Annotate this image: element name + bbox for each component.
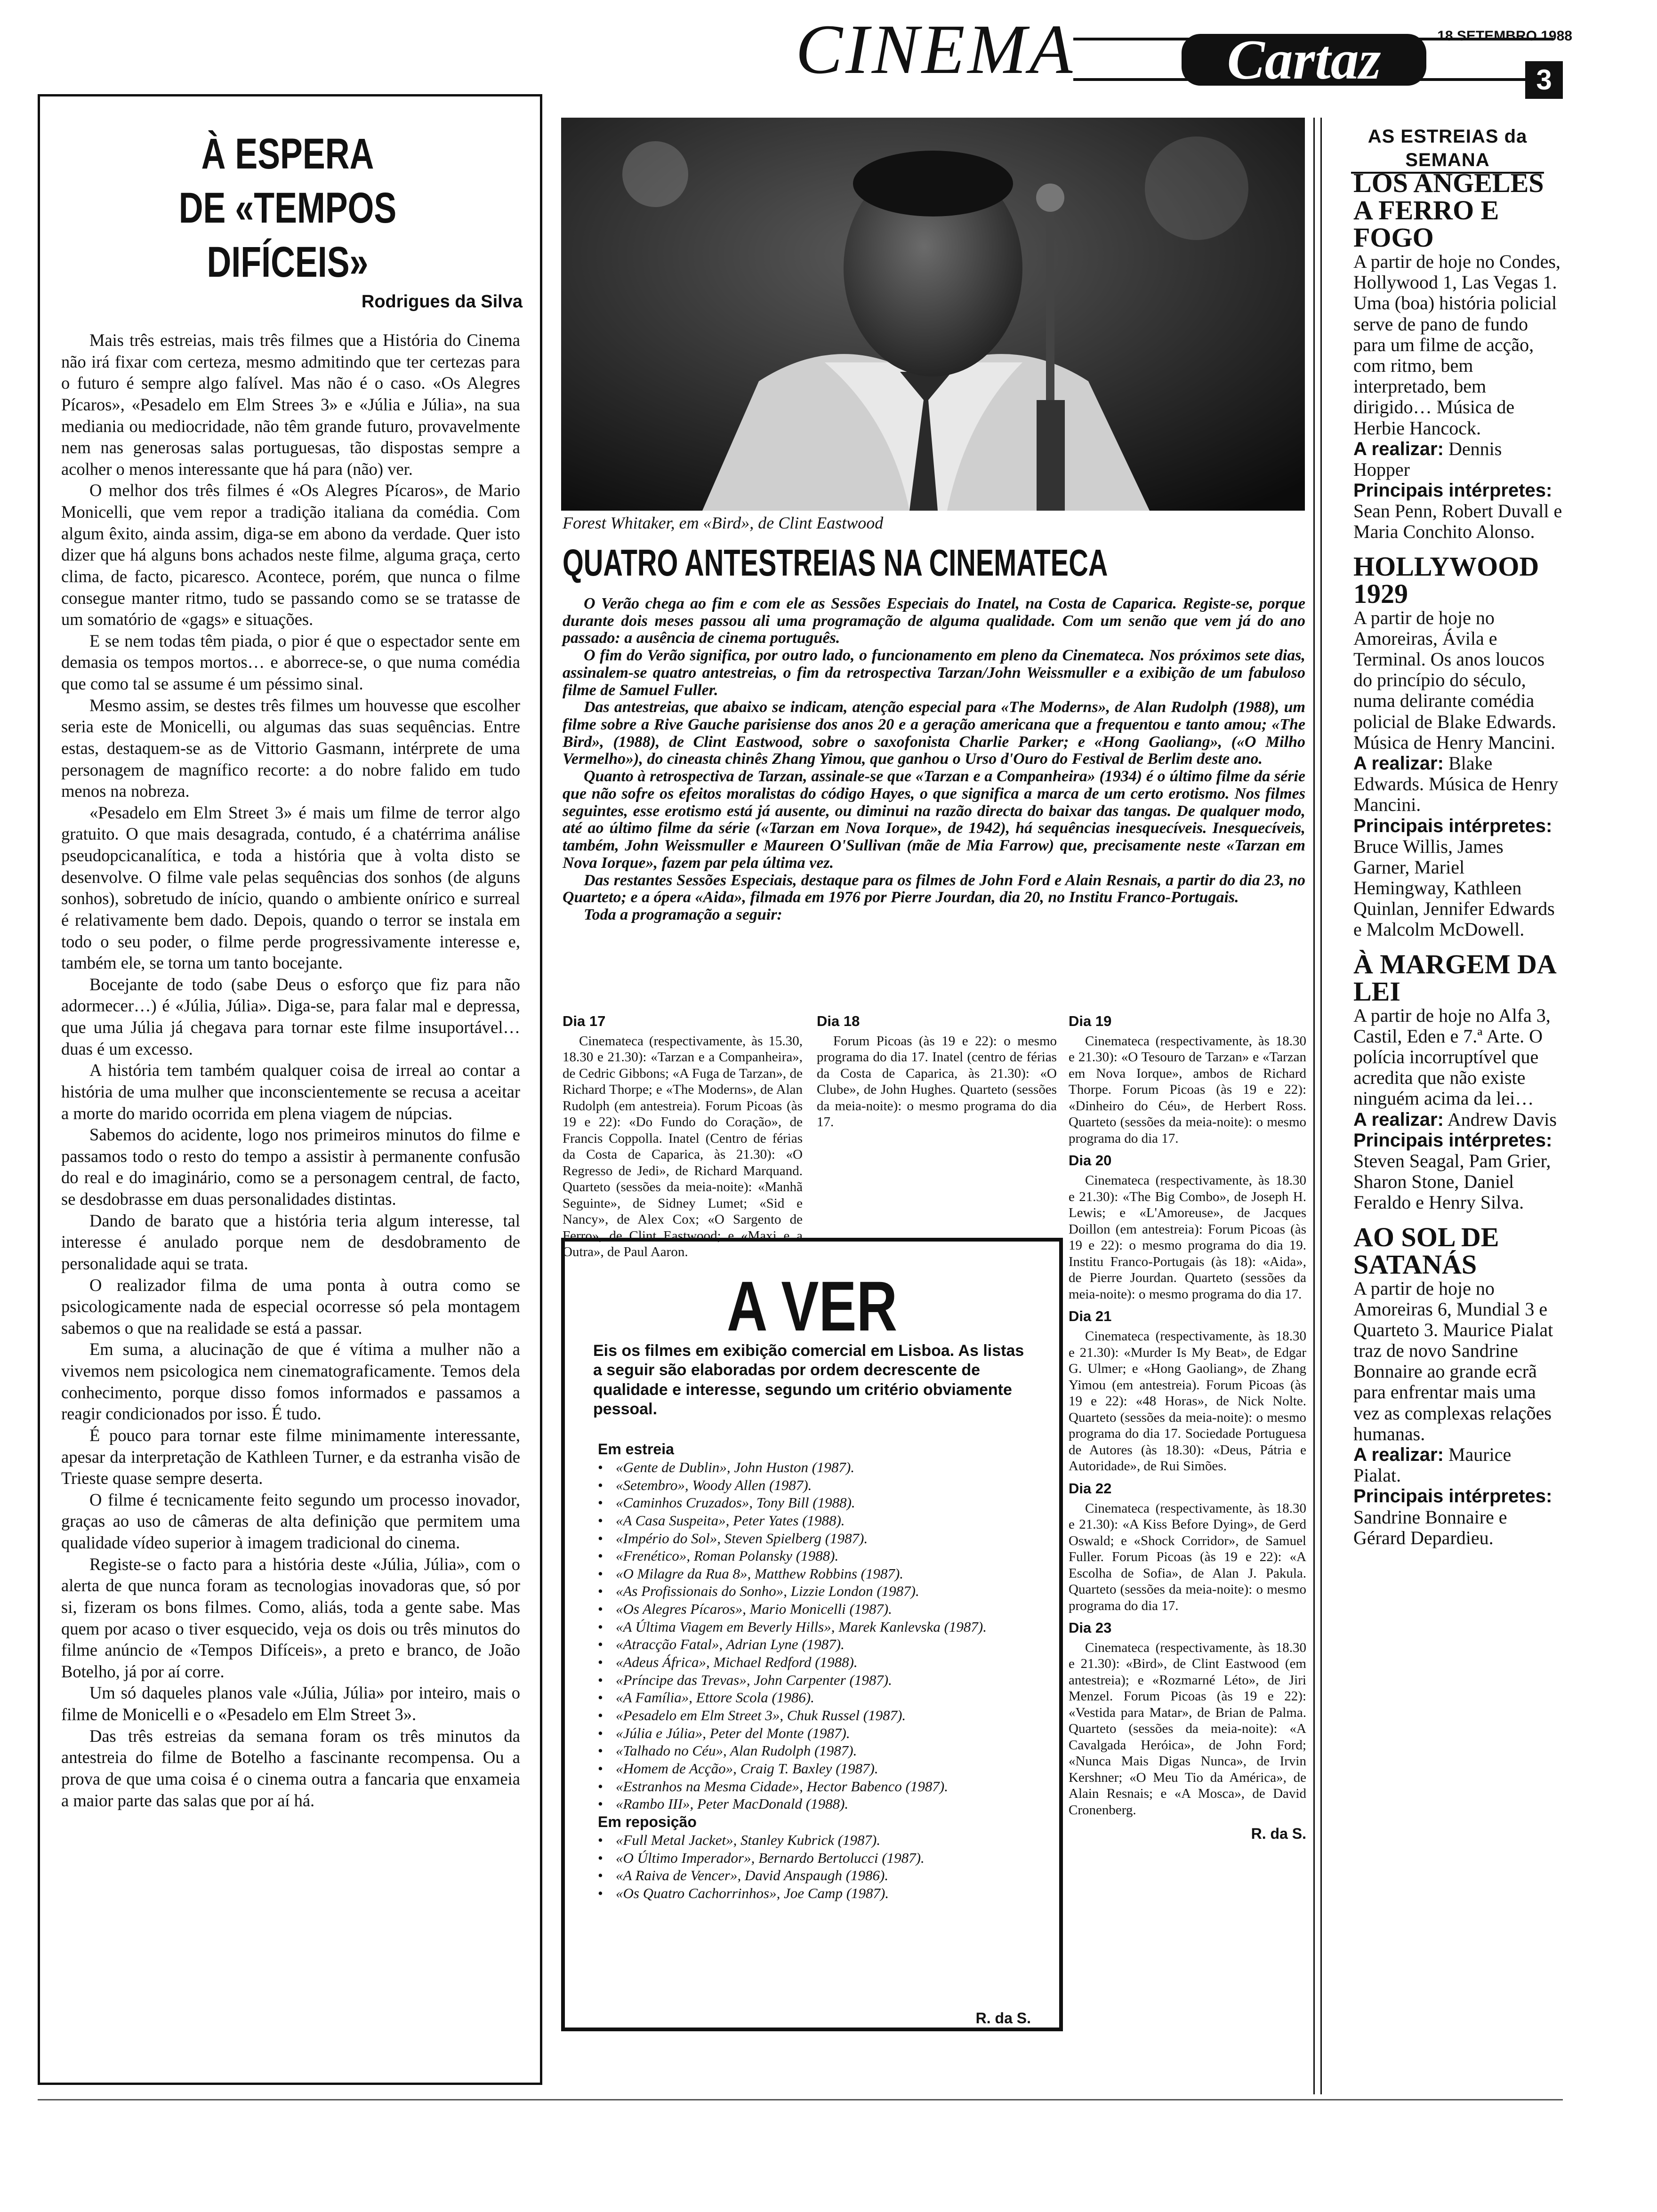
programme-day: Dia 18 [817, 1013, 860, 1029]
film-description: A partir de hoje no Condes, Hollywood 1, Las Vegas 1. Uma (boa) história policial serve de pano de fundo para um filme de acção, com ritmo, bem interpretado, bem dirigido… Música de Herbie Hancock. [1353, 251, 1560, 439]
programme-text: Cinemateca (respectivamente, às 18.30 e 21.30): «O Tesouro de Tarzan» e «Tarzan em Nova Iorque», ambos de Richard Thorpe. Forum Picoas (às 19 e 22): «Dinheiro do Céu», de Herbert Ross. Quarteto (sessões da meia-noite): o mesmo programa do dia 17. [1069, 1033, 1306, 1146]
paragraph: É pouco para tornar este filme minimamente interessante, apesar da interpretação de Kathleen Turner, e da estranha visão de Trieste quase sempre deserta. [61, 1425, 520, 1488]
paragraph: Bocejante de todo (sabe Deus o esforço que fiz para não adormecer…) é «Júlia, Júlia». Diga-se, para falar mal e depressa, que uma Júlia já chegava para tornar este filme insuportável… duas é um excesso. [61, 974, 520, 1058]
film-entry [1353, 169, 1563, 543]
photo-illustration [561, 118, 1305, 511]
cast-label: Principais intérpretes: [1353, 480, 1552, 501]
programme-column-1 [563, 1007, 803, 1260]
a-ver-section-heading: Em reposição [598, 1813, 697, 1830]
a-ver-signature: R. da S. [975, 2010, 1031, 2027]
estreias-header: AS ESTREIAS da SEMANA [1351, 125, 1544, 174]
film-entry [1353, 948, 1563, 1213]
director: Maurice Pialat. [1353, 1444, 1512, 1486]
masthead-section: CINEMA [796, 10, 1076, 88]
cast: Sean Penn, Robert Duvall e Maria Conchito Alonso. [1353, 500, 1562, 543]
right-column-films [1353, 169, 1563, 1559]
right-column-rule [1313, 118, 1315, 2094]
list-item: • «Gente de Dublin», John Huston (1987). [598, 1459, 1036, 1476]
programme-signature: R. da S. [1251, 1825, 1306, 1843]
paragraph: Mais três estreias, mais três filmes que a História do Cinema não irá fixar com certeza, mesmo admitindo que ter certezas para o futuro é sempre algo falível. Mas não é o caso. «Os Alegres Pícaros», «Pesadelo em Elm Strees 3» e «Júlia e Júlia», na sua mediania ou mediocridade, não têm grande futuro, provavelmente nem nas generosas salas portuguesas, tão dispostas sempre a acolher o menos interessante que há para (não) ver. [61, 330, 520, 479]
masthead-supplement: Cartaz [1182, 34, 1426, 86]
list-item: • «A Casa Suspeita», Peter Yates (1988). [598, 1512, 1036, 1530]
programme-column-3 [1069, 1007, 1306, 1843]
paragraph: Registe-se o facto para a história deste «Júlia, Júlia», com o alerta de que nunca foram as tecnologias inovadoras que, só por si, fizeram os bons filmes. Como, aliás, toda a gente sabe. Mas quem por acaso o tiver esquecido, veja os dois ou três minutos do filme anúncio de «Tempos Difíceis», a preto e branco, de João Botelho, já por aí corre. [61, 1554, 520, 1681]
cast-label: Principais intérpretes: [1353, 815, 1552, 836]
programme-text: Forum Picoas (às 19 e 22): o mesmo programa do dia 17. Inatel (centro de férias da Costa de Caparica, às 21.30): «O Clube», de John Hughes. Quarteto (sessões da meia-noite): o mesmo programa do dia 17. [817, 1033, 1057, 1130]
film-title: À MARGEM DA LEI [1353, 948, 1555, 1007]
list-item: • «Frenético», Roman Polansky (1988). [598, 1547, 1036, 1565]
programme-column-2 [817, 1007, 1057, 1130]
title-line-1: À ESPERA [201, 130, 374, 178]
a-ver-list [598, 1440, 1036, 1902]
paragraph: Sabemos do acidente, logo nos primeiros minutos do filme e passamos todo o resto do tempo a assistir à permanente confusão do real e do imaginário, como se a personagem central, de facto, se desdobrasse em duas personalidades distintas. [61, 1125, 520, 1209]
list-item: • «A Raiva de Vencer», David Anspaugh (1986). [598, 1867, 1036, 1884]
paragraph: Das antestreias, que abaixo se indicam, atenção especial para «The Moderns», de Alan Rudolph (1988), um filme sobre a Rive Gauche parisiense dos anos 20 e a geração americana que a frequentou e tanto amou; «The Bird», (1988), de Clint Eastwood, sobre o saxofonista Charlie Parker; e «Hong Gaoliang», («O Milho Vermelho»), do cineasta chinês Zhang Yimou, que ganhou o Urso d'Ouro do Festival de Berlim deste ano. [563, 698, 1305, 768]
list-item: • «Atracção Fatal», Adrian Lyne (1987). [598, 1635, 1036, 1653]
list-item: • «Adeus África», Michael Redford (1988). [598, 1653, 1036, 1671]
programme-day: Dia 23 [1069, 1619, 1112, 1636]
list-item: • «Homem de Acção», Craig T. Baxley (1987). [598, 1760, 1036, 1778]
programme-text: Cinemateca (respectivamente, às 15.30, 18.30 e 21.30): «Tarzan e a Companheira», de Cedric Gibbons; «A Fuga de Tarzan», de Richard Thorpe; e «The Moderns», de Alan Rudolph (em antestreia). Forum Picoas (às 19 e 22): «Do Fundo do Coração», de Francis Coppolla. Inatel (Centro de férias da Costa de Caparica, às 21.30): «O Regresso de Jedi», de Richard Marquand. Quarteto (sessões da meia-noite): «Manhã Seguinte», de Sidney Lumet; «Sid e Nancy», de Alex Cox; «O Sargento de Ferro», de Clint Eastwood; e «Maxi e a Outra», de Paul Aaron. [563, 1033, 803, 1260]
programme-day: Dia 19 [1069, 1013, 1112, 1029]
paragraph: O melhor dos três filmes é «Os Alegres Pícaros», de Mario Monicelli, que vem repor a tradição italiana da comédia. Com algum êxito, ainda assim, diga-se em abono da verdade. Quer isto dizer que há alguns bons achados neste filme, alguma graça, certo clima, de facto, picaresco. Acontece, porém, que nunca o filme consegue manter ritmo, tudo se passando como se se tratasse de um somatório de «gags» e situações. [61, 481, 520, 629]
paragraph: Das restantes Sessões Especiais, destaque para os filmes de John Ford e Alain Resnais, a partir do dia 23, no Quarteto; e a ópera «Aida», filmada em 1976 por Pierre Jourdan, dia 20, no Institu Franco-Portugais. [563, 871, 1305, 906]
programme-text: Cinemateca (respectivamente, às 18.30 e 21.30): «Murder Is My Beat», de Edgar G. Ulmer; e «Hong Gaoliang», de Zhang Yimou (em antestreia). Forum Picoas (às 19 e 22): «48 Horas», de Nick Nolte. Quarteto (sessões da meia-noite): o mesmo programa do dia 17. Sociedade Portuguesa de Autores (às 18.30): «Deus, Pátria e Autoridade», de Rui Simões. [1069, 1329, 1306, 1474]
list-item: • «Os Alegres Pícaros», Mario Monicelli (1987). [598, 1600, 1036, 1618]
paragraph: Toda a programação a seguir: [584, 906, 782, 923]
director: Blake Edwards. Música de Henry Mancini. [1353, 752, 1559, 816]
film-entry [1353, 553, 1563, 940]
photo-caption: Forest Whitaker, em «Bird», de Clint Eastwood [563, 513, 884, 532]
list-item: • «A Última Viagem em Beverly Hills», Marek Kanlevska (1987). [598, 1618, 1036, 1636]
list-item: • «Talhado no Céu», Alan Rudolph (1987). [598, 1742, 1036, 1760]
paragraph: O fim do Verão significa, por outro lado, o funcionamento em pleno da Cinemateca. Nos próximos sete dias, assinalem-se quatro antestreias, o fim da retrospectiva Tarzan/John Weissmuller e a exibição de um fabuloso filme de Samuel Fuller. [563, 647, 1305, 699]
list-item: • «Caminhos Cruzados», Tony Bill (1988). [598, 1494, 1036, 1512]
director: Andrew Davis [1447, 1108, 1557, 1130]
photo-forest-whitaker [561, 118, 1305, 511]
title-line-2: DE «TEMPOS DIFÍCEIS» [178, 184, 397, 286]
center-article-intro [563, 595, 1305, 924]
list-item: • «A Família», Ettore Scola (1986). [598, 1689, 1036, 1707]
cast: Bruce Willis, James Garner, Mariel Hemingway, Kathleen Quinlan, Jennifer Edwards e Malcolm McDowell. [1353, 835, 1555, 940]
list-item: • «Júlia e Júlia», Peter del Monte (1987). [598, 1724, 1036, 1742]
cast: Sandrine Bonnaire e Gérard Depardieu. [1353, 1506, 1507, 1548]
director: Dennis Hopper [1353, 438, 1502, 480]
list-item: • «O Milagre da Rua 8», Matthew Robbins (1987). [598, 1565, 1036, 1583]
film-description: A partir de hoje no Amoreiras 6, Mundial 3 e Quarteto 3. Maurice Pialat traz de novo Sandrine Bonnaire ao grande ecrã para enfrentar mais uma vez as complexas relações humanas. [1353, 1277, 1553, 1444]
paragraph: Das três estreias da semana foram os três minutos da antestreia do filme de Botelho a fascinante recompensa. Ou a prova de que uma coisa é o cinema outra a fancaria que enxameia a maior parte das salas que por aí há. [61, 1726, 520, 1810]
programme-text: Cinemateca (respectivamente, às 18.30 e 21.30): «Bird», de Clint Eastwood (em antestreia); e «Rozmarné Léto», de Jiri Menzel. Forum Picoas (às 19 e 22): «Vestida para Matar», de Brian de Palma. Quarteto (sessões da meia-noite): «A Cavalgada Heróica», de John Ford; «Nunca Mais Digas Nunca», de Irvin Kershner; «O Meu Tio da América», de Alain Resnais; e «A Mosca», de David Cronenberg. [1069, 1640, 1306, 1818]
list-item: • «Os Quatro Cachorrinhos», Joe Camp (1987). [598, 1884, 1036, 1902]
paragraph: Quanto à retrospectiva de Tarzan, assinale-se que «Tarzan e a Companheira» (1934) é o último filme da série que não sofre os efeitos moralistas do código Hayes, o que significa a marca de um certo erotismo. Nos filmes seguintes, esse erotismo está já ausente, ou diminui na razão directa do baixar das tangas. De qualquer modo, até ao último filme da série («Tarzan em Nova Iorque», de 1942), há sequências inesquecíveis. Inesquecíveis, também, John Weissmuller e Maureen O'Sullivan (mãe de Mia Farrow) que, precisamente neste «Tarzan em Nova Iorque», fazem par pela última vez. [563, 768, 1305, 872]
film-description: A partir de hoje no Amoreiras, Ávila e Terminal. Os anos loucos do princípio do século, numa delirante comédia policial de Blake Edwards. Música de Henry Mancini. [1353, 607, 1556, 753]
page-number: 3 [1525, 61, 1563, 99]
paragraph: Mesmo assim, se destes três filmes um houvesse que escolher seria este de Monicelli, ou algumas das suas sequências. Entre estas, destaquem-se as de Vittorio Gasmann, intérprete de uma personagem de magnífico recorte: a do nobre falido em tudo menos na nobreza. [61, 695, 520, 801]
programme-day: Dia 20 [1069, 1152, 1112, 1169]
author-byline: Rodrigues da Silva [361, 292, 523, 312]
paragraph: Dando de barato que a história teria algum interesse, tal interesse é anulado porque nem de desdobramento de personalidade aqui se trata. [61, 1210, 520, 1273]
masthead-date: 18 SETEMBRO 1988 [1437, 28, 1572, 44]
film-title: AO SOL DE SATANÁS [1353, 1221, 1499, 1280]
paragraph: Em suma, a alucinação de que é vítima a mulher não a vivemos nem psicologica nem cinematograficamente. Temos dela conhecimento, porque disso fomos informados e passamos a reagir condicionados por isso. É tudo. [61, 1339, 520, 1424]
paragraph: «Pesadelo em Elm Street 3» é mais um filme de terror algo gratuito. O que mais desagrada, contudo, é a chatérrima análise pseudopcicanalítica, e toda a história que à volta disto se desenvolve. O filme vale pelas sequências dos sonhos (de alguns sonhos), sobretudo de início, quando o ambiente onírico e surreal é relativamente bem dado. Depois, quando o terror se instala em todo o seu poder, o filme perde progressivamente interesse e, também ele, se torna um tanto bocejante. [61, 802, 520, 973]
paragraph: E se nem todas têm piada, o pior é que o espectador sente em demasia os tempos mortos… e aborrece-se, o que numa comédia que como tal se assume é um péssimo sinal. [61, 631, 520, 693]
list-item: • «O Último Imperador», Bernardo Bertolucci (1987). [598, 1849, 1036, 1867]
list-item: • «Estranhos na Mesma Cidade», Hector Babenco (1987). [598, 1778, 1036, 1795]
left-article-body [61, 329, 520, 1811]
programme-day: Dia 21 [1069, 1308, 1112, 1325]
left-article-title [100, 127, 475, 289]
paragraph: Um só daqueles planos vale «Júlia, Júlia» por inteiro, mais o filme de Monicelli e o «Pesadelo em Elm Street 3». [61, 1683, 520, 1724]
director-label: A realizar: [1353, 753, 1444, 774]
programme-day: Dia 17 [563, 1013, 606, 1029]
cast-label: Principais intérpretes: [1353, 1130, 1552, 1151]
a-ver-section-heading: Em estreia [598, 1441, 674, 1458]
right-column-rule [1320, 118, 1322, 2094]
programme-day: Dia 22 [1069, 1480, 1112, 1497]
cast: Steven Seagal, Pam Grier, Sharon Stone, Daniel Feraldo e Henry Silva. [1353, 1150, 1551, 1213]
center-article-title: QUATRO ANTESTREIAS NA CINEMATECA [563, 542, 1108, 584]
film-title: HOLLYWOOD 1929 [1353, 551, 1539, 609]
a-ver-title: A VER [726, 1266, 898, 1346]
director-label: A realizar: [1353, 1109, 1444, 1130]
film-description: A partir de hoje no Alfa 3, Castil, Eden e 7.ª Arte. O polícia incorruptível que acredita que não existe ninguém acima da lei… [1353, 1004, 1551, 1109]
film-title: LOS ANGELES A FERRO E FOGO [1353, 168, 1544, 253]
paragraph: O Verão chega ao fim e com ele as Sessões Especiais do Inatel, na Costa de Caparica. Registe-se, porque durante dois meses passou ali uma programação de alguma qualidade. Com um senão que vem já do ano passado: a ausência de cinema português. [563, 595, 1305, 647]
list-item: • «Full Metal Jacket», Stanley Kubrick (1987). [598, 1831, 1036, 1849]
paragraph: A história tem também qualquer coisa de irreal ao contar a história de uma mulher que inconscientemente se recusa a aceitar a morte do marido ocorrida em plena viagem de núpcias. [61, 1060, 520, 1123]
list-item: • «Setembro», Woody Allen (1987). [598, 1476, 1036, 1494]
list-item: • «As Profissionais do Sonho», Lizzie London (1987). [598, 1582, 1036, 1600]
paragraph: O realizador filma de uma ponta à outra como se psicologicamente nada de especial ocorresse só pela montagem sabemos o que na realidade se está a passar. [61, 1275, 520, 1338]
list-item: • «Rambo III», Peter MacDonald (1988). [598, 1795, 1036, 1813]
list-item: • «Príncipe das Trevas», John Carpenter (1987). [598, 1671, 1036, 1689]
bottom-rule [38, 2099, 1563, 2100]
paragraph: O filme é tecnicamente feito segundo um processo inovador, graças ao uso de câmeras de alta definição que permitem uma qualidade vídeo superior à imagem tradicional do cinema. [61, 1490, 520, 1552]
programme-text: Cinemateca (respectivamente, às 18.30 e 21.30): «A Kiss Before Dying», de Gerd Oswald; e «Shock Corridor», de Samuel Fuller. Forum Picoas (às 19 e 22): «A Escolha de Sofia», de Alan J. Pakula. Quarteto (sessões da meia-noite): o mesmo programa do dia 17. [1069, 1500, 1306, 1613]
director-label: A realizar: [1353, 438, 1444, 459]
cast-label: Principais intérpretes: [1353, 1486, 1552, 1507]
a-ver-intro: Eis os filmes em exibição comercial em Lisboa. As listas a seguir são elaboradas por ordem decrescente de qualidade e interesse, segundo um critério obviamente pessoal. [593, 1342, 1024, 1419]
film-entry [1353, 1221, 1563, 1548]
director-label: A realizar: [1353, 1444, 1444, 1465]
list-item: • «Império do Sol», Steven Spielberg (1987). [598, 1530, 1036, 1547]
list-item: • «Pesadelo em Elm Street 3», Chuk Russel (1987). [598, 1707, 1036, 1724]
programme-text: Cinemateca (respectivamente, às 18.30 e 21.30): «The Big Combo», de Joseph H. Lewis; e «L'Amoreuse», de Jacques Doillon (em antestreia): Forum Picoas (às 19 e 22): o mesmo programa do dia 19. Institu Franco-Portugais (às 18): «Aida», de Pierre Jourdan. Quarteto (sessões da meia-noite): o mesmo programa do dia 17. [1069, 1173, 1306, 1302]
